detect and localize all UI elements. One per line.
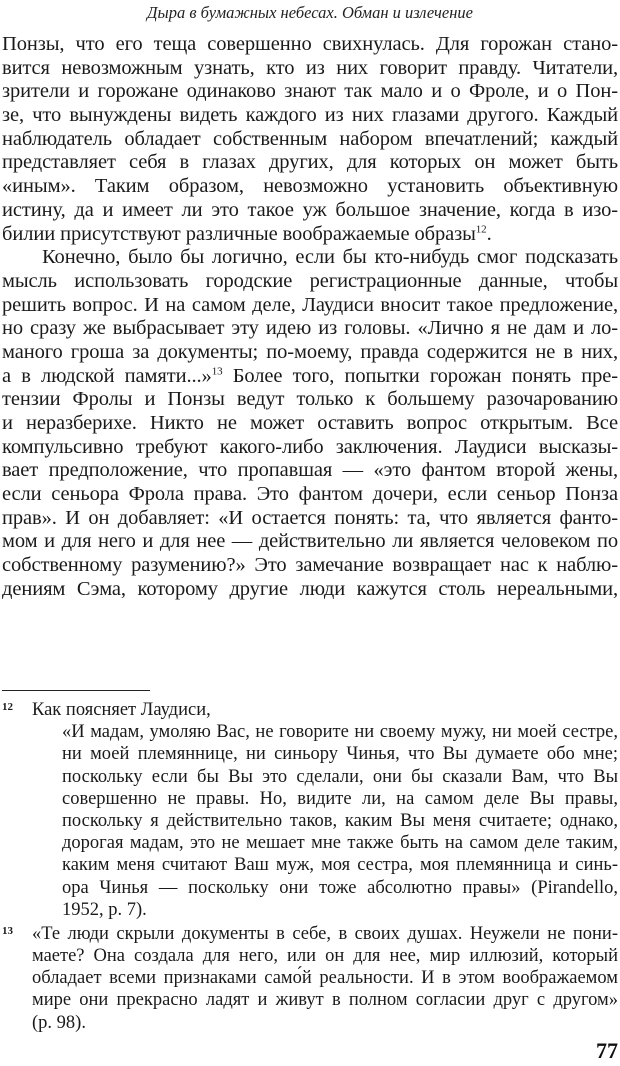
footnote-line: «Те люди скрыли документы в себе, в своих душах. Неужели не пони- <box>32 923 618 944</box>
text-line: собственному разумению?» Это замечание возвращает нас к наблю- <box>2 554 618 577</box>
text-line: наблюдатель обладает собственным набором впечатлений; каждый <box>2 127 618 150</box>
footnote-quote-line: поскольку я действительно таков, каким Вы меня считаете; однако, <box>62 810 618 831</box>
text-line: дениям Сэма, которому другие люди кажутся столь нереальными, <box>2 577 618 600</box>
text-line: тензии Фролы и Понзы ведут только к большему разочарованию <box>2 388 618 411</box>
text-line: представляет себя в глазах других, для которых он может быть <box>2 151 618 174</box>
text-line <box>2 365 618 389</box>
footnote-quote-line: ни моей племяннице, ни синьору Чинья, что Вы думаете обо мне; <box>62 744 618 765</box>
footnote-quote-line: ора Чинья — поскольку они тоже абсолютно правы» (Pirandello, <box>62 877 618 898</box>
footnote-line: обладает всеми признаками само́й реальности. И в этом воображаемом <box>32 968 618 989</box>
footnote-line: Как поясняет Лаудиси, <box>32 700 211 720</box>
footnote-number: 12 <box>2 701 13 713</box>
footnote-line: маете? Она создала для него, или он для нее, мир иллюзий, который <box>32 946 618 967</box>
footnote-line: (p. 98). <box>32 1012 86 1033</box>
paragraph-2 <box>2 246 618 601</box>
text-line: зе, что вынуждены видеть каждого из них глазами другого. Каждый <box>2 104 618 127</box>
footnote-13 <box>2 923 618 1034</box>
text-line: мом и для него и для нее — действительно ли является человеком по <box>2 530 618 553</box>
text-line <box>2 223 618 247</box>
text-fragment: . <box>486 222 492 245</box>
text-line: истину, да и имеет ли это такое уж большое значение, когда в изо- <box>2 198 618 221</box>
text-line: решить вопрос. И на самом деле, Лаудиси вносит такое предложение, <box>2 293 618 316</box>
footnote-quote-line: совершенно не правы. Но, видите ли, на самом деле Вы правы, <box>62 788 618 809</box>
main-text <box>2 33 618 602</box>
paragraph-1 <box>2 33 618 246</box>
footnote-quote-line: дорогая мадам, это не мешает мне также быть на самом деле таким, <box>62 833 618 854</box>
text-line: и неразберихе. Никто не может оставить вопрос открытым. Все <box>2 412 618 434</box>
text-line: компульсивно требуют какого-либо заключения. Лаудиси высказы- <box>2 435 618 458</box>
text-line: маного гроша за документы; по-моему, правда содержится не в них, <box>2 340 618 363</box>
text-fragment: билии присутствуют различные воображаемые образы <box>2 222 476 245</box>
text-line: если сеньора Фрола права. Это фантом дочери, если сеньор Понза <box>2 483 618 506</box>
running-head: Дыра в бумажных небесах. Обман и излечение <box>147 3 473 22</box>
text-line: вится невозможным узнать, кто из них говорит правду. Читатели, <box>2 56 618 79</box>
footnote-quote-line: 1952, p. 7). <box>62 899 147 920</box>
text-line: прав». И он добавляет: «И остается понять: та, что является фанто- <box>2 506 618 529</box>
footnote-quote-line: каким меня считают Ваш муж, моя сестра, моя племянница и синь- <box>62 855 618 876</box>
page-number: 77 <box>596 1038 618 1063</box>
footnote-quote-line: «И мадам, умоляю Вас, не говорите ни своему мужу, ни моей сестре, <box>62 722 618 743</box>
text-fragment: а в людской памяти...» <box>2 364 212 387</box>
footnote-quote-line: поскольку если бы Вы это сделали, они бы сказали Вам, что Вы <box>62 766 618 787</box>
text-line: Понзы, что его теща совершенно свихнулась. Для горожан стано- <box>2 33 618 55</box>
text-line: зрители и горожане одинаково знают так мало и о Фроле, и о Пон- <box>2 80 618 103</box>
footnote-divider <box>2 690 150 691</box>
footnote-ref-12[interactable]: 12 <box>475 222 487 235</box>
text-line: мысль использовать городские регистрационные данные, чтобы <box>2 269 618 292</box>
text-line: Конечно, было бы логично, если бы кто-нибудь смог подсказать <box>42 246 618 269</box>
text-fragment: Более того, попытки горожан понять пре- <box>222 364 618 387</box>
text-line: вает предположение, что пропавшая — «это фантом второй жены, <box>2 459 618 482</box>
footnotes <box>2 699 618 1034</box>
text-line: «иным». Таким образом, невозможно установить объективную <box>2 175 618 198</box>
footnote-line: мире они прекрасно ладят и живут в полном согласии друг с другом» <box>32 990 618 1011</box>
text-line: но сразу же выбрасывает эту идею из головы. «Лично я не дам и ло- <box>2 317 618 340</box>
footnote-number: 13 <box>2 924 13 937</box>
footnote-12 <box>2 699 618 921</box>
footnote-ref-13[interactable]: 13 <box>211 364 223 377</box>
